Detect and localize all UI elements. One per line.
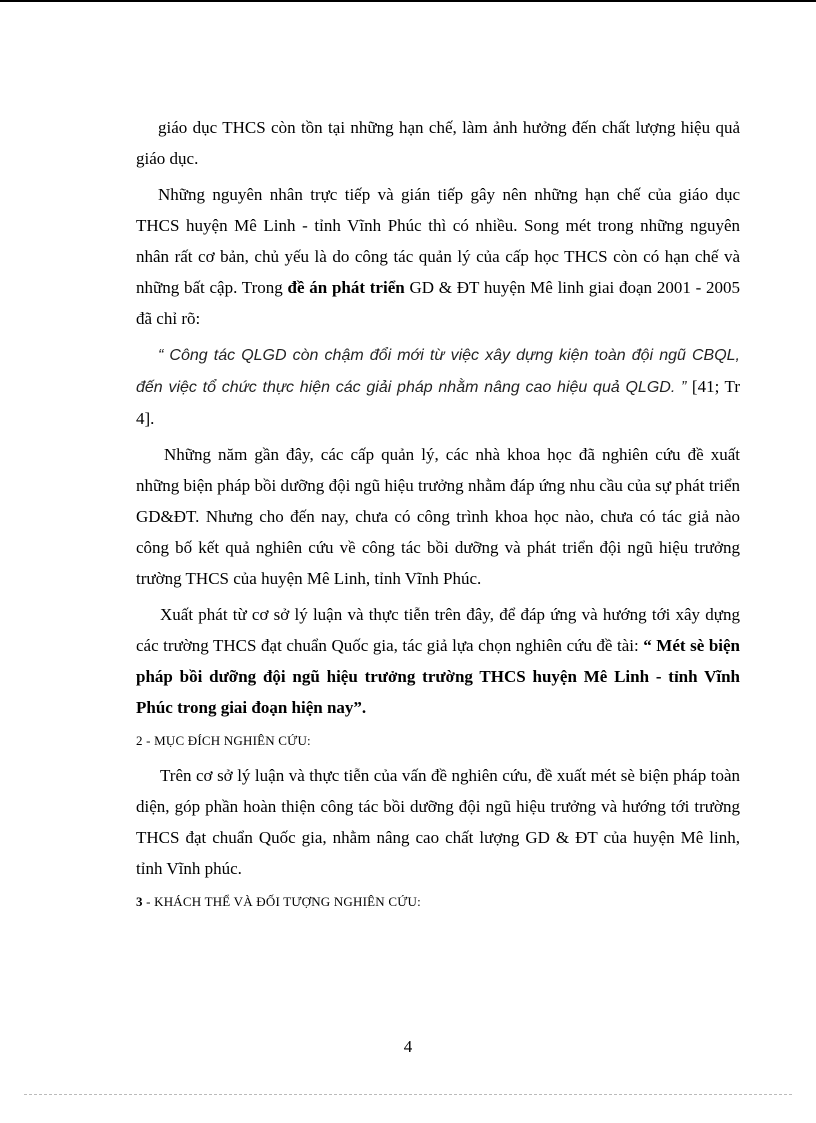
section-heading-3-text: - KHÁCH THỂ VÀ ĐỐI TƯỢNG NGHIÊN CỨU: [142, 894, 421, 909]
paragraph-5-text: Trên cơ sở lý luận và thực tiễn của vấn đề nghiên cứu, đề xuất mét sè biện pháp toàn diện, góp phần hoàn thiện công tác bồi dưỡng đội ngũ hiệu trưởng và hướng tới trường THCS đạt chuẩn Quốc gia, nhằm nâng cao chất lượng GD & ĐT của huyện Mê linh, tỉnh Vĩnh phúc. [136, 766, 740, 878]
bottom-dashed-border [24, 1094, 792, 1095]
paragraph-3-text: Những năm gần đây, các cấp quản lý, các nhà khoa học đã nghiên cứu đề xuất những biện pháp bồi dưỡng đội ngũ hiệu trưởng nhằm đáp ứng nhu cầu của sự phát triển GD&ĐT. Nhưng cho đến nay, chưa có công trình khoa học nào, chưa có tác giả nào công bố kết quả nghiên cứu về công tác bồi dưỡng và phát triển đội ngũ hiệu trưởng trường THCS của huyện Mê Linh, tỉnh Vĩnh Phúc. [136, 445, 740, 588]
paragraph-2-bold: đề án phát triển [287, 278, 405, 297]
page-number: 4 [403, 1037, 413, 1056]
top-border [0, 0, 816, 2]
paragraph-5 [136, 760, 740, 884]
paragraph-2 [136, 179, 740, 334]
paragraph-4 [136, 599, 740, 723]
paragraph-1-text: giáo dục THCS còn tồn tại những hạn chế, làm ảnh hưởng đến chất lượng hiệu quả giáo dục. [136, 118, 740, 168]
quote-paragraph [136, 339, 740, 434]
section-heading-2: 2 - MỤC ĐÍCH NGHIÊN CỨU: [136, 733, 311, 748]
paragraph-4-text: Xuất phát từ cơ sở lý luận và thực tiễn trên đây, để đáp ứng và hướng tới xây dựng các trường THCS đạt chuẩn Quốc gia, tác giả lựa chọn nghiên cứu đề tài: [136, 605, 740, 655]
paragraph-2-text-a: Những nguyên nhân trực tiếp và gián tiếp gây nên những hạn chế của giáo dục THCS huyện Mê Linh - tỉnh Vĩnh Phúc thì có nhiều. Song mét trong những nguyên nhân rất cơ bản, chủ yếu là do công tác quản lý của cấp học THCS còn có hạn chế và những bất cập. Trong [136, 185, 740, 297]
section-heading-3-number: 3 [136, 894, 143, 909]
section-heading-3 [136, 889, 740, 915]
quote-reference: [41; Tr 4]. [136, 377, 740, 428]
paragraph-3 [136, 439, 740, 594]
paragraph-2-text-b: GD & ĐT huyện Mê linh giai đoạn 2001 - 2005 đã chỉ rõ: [136, 278, 740, 328]
quote-text: “ Công tác QLGD còn chậm đổi mới từ việc xây dựng kiện toàn đội ngũ CBQL, đến việc tổ chức thực hiện các giải pháp nhằm nâng cao hiệu quả QLGD. ” [136, 347, 740, 396]
page-content [136, 112, 740, 921]
thesis-title: “ Mét sè biện pháp bồi dưỡng đội ngũ hiệu trưởng trường THCS huyện Mê Linh - tỉnh Vĩnh Phúc trong giai đoạn hiện nay”. [136, 636, 740, 717]
paragraph-1 [136, 112, 740, 174]
